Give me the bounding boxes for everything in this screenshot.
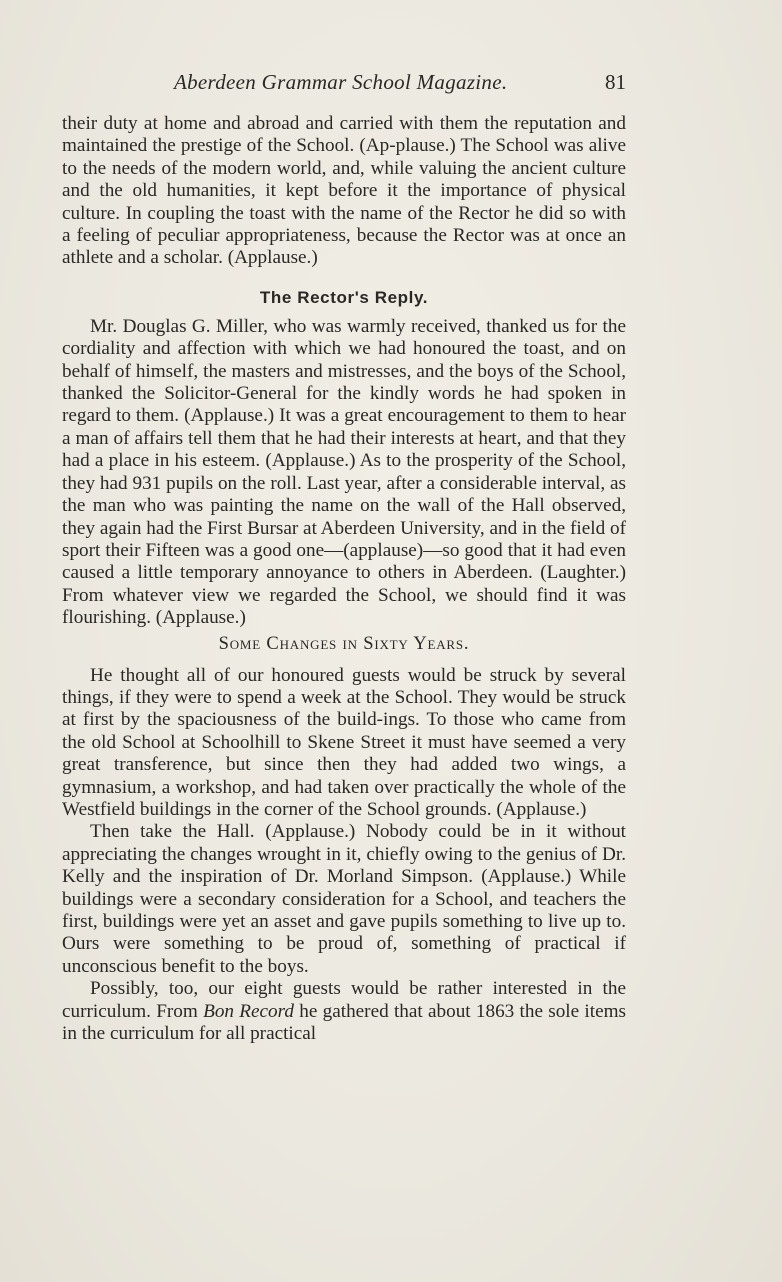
paragraph-3: He thought all of our honoured guests would be struck by several things, if they were to spend a week at the School. They would be struck at first by the spaciousness of the build-ings. To those who came from the old School at Schoolhill to Skene Street it must have seemed a very great transference, but since then they had added two wings, a gymnasium, a workshop, and had taken over practically the whole of the Westfield buildings in the corner of the School grounds. (Applause.)	[62, 664, 626, 820]
paragraph-2: Mr. Douglas G. Miller, who was warmly received, thanked us for the cordiality and affection with which we had honoured the toast, and on behalf of himself, the masters and mistresses, and the boys of the School, thanked the Solicitor-General for the kindly words he had spoken in regard to them. (Applause.) It was a great encouragement to them to hear a man of affairs tell them that he had their interests at heart, and that they had a place in his esteem. (Applause.) As to the prosperity of the School, they had 931 pupils on the roll. Last year, after a considerable interval, as the man who was painting the name on the wall of the Hall observed, they again had the First Bursar at Aberdeen University, and in the field of sport their Fifteen was a good one—(applause)—so good that it had even caused a little temporary annoyance to others in Aberdeen. (Laughter.) From whatever view we regarded the School, we should find it was flourishing. (Applause.)	[62, 315, 626, 629]
running-title: Aberdeen Grammar School Magazine.	[174, 70, 508, 94]
paragraph-5	[62, 978, 626, 1045]
publication-title: Bon Record	[203, 1000, 294, 1022]
paragraph-4: Then take the Hall. (Applause.) Nobody could be in it without appreciating the changes wrought in it, chiefly owing to the genius of Dr. Kelly and the inspiration of Dr. Morland Simpson. (Applause.) While buildings were a secondary consideration for a School, and teachers the first, buildings were yet an asset and gave pupils something to live up to. Ours were something to be proud of, something of practical if unconscious benefit to the boys.	[62, 821, 626, 977]
section-heading-rectors-reply: The Rector's Reply.	[259, 287, 429, 307]
article-body	[62, 113, 626, 1045]
section-heading-changes: Some Changes in Sixty Years.	[218, 633, 470, 654]
paragraph-1: their duty at home and abroad and carried with them the reputation and maintained the prestige of the School. (Ap-plause.) The School was alive to the needs of the modern world, and, while valuing the ancient culture and the old humanities, it kept before it the importance of physical culture. In coupling the toast with the name of the Rector he did so with a feeling of peculiar appropriateness, because the Rector was at once an athlete and a scholar. (Applause.)	[62, 113, 626, 269]
paragraph-5-end: he gathered that about 1863 the sole items in the curriculum for all practical	[62, 1000, 626, 1045]
page-number: 81	[605, 70, 626, 94]
page-header	[62, 70, 626, 100]
paragraph-5-start: Possibly, too, our eight guests would be rather interested in the curriculum. From	[62, 978, 626, 1022]
